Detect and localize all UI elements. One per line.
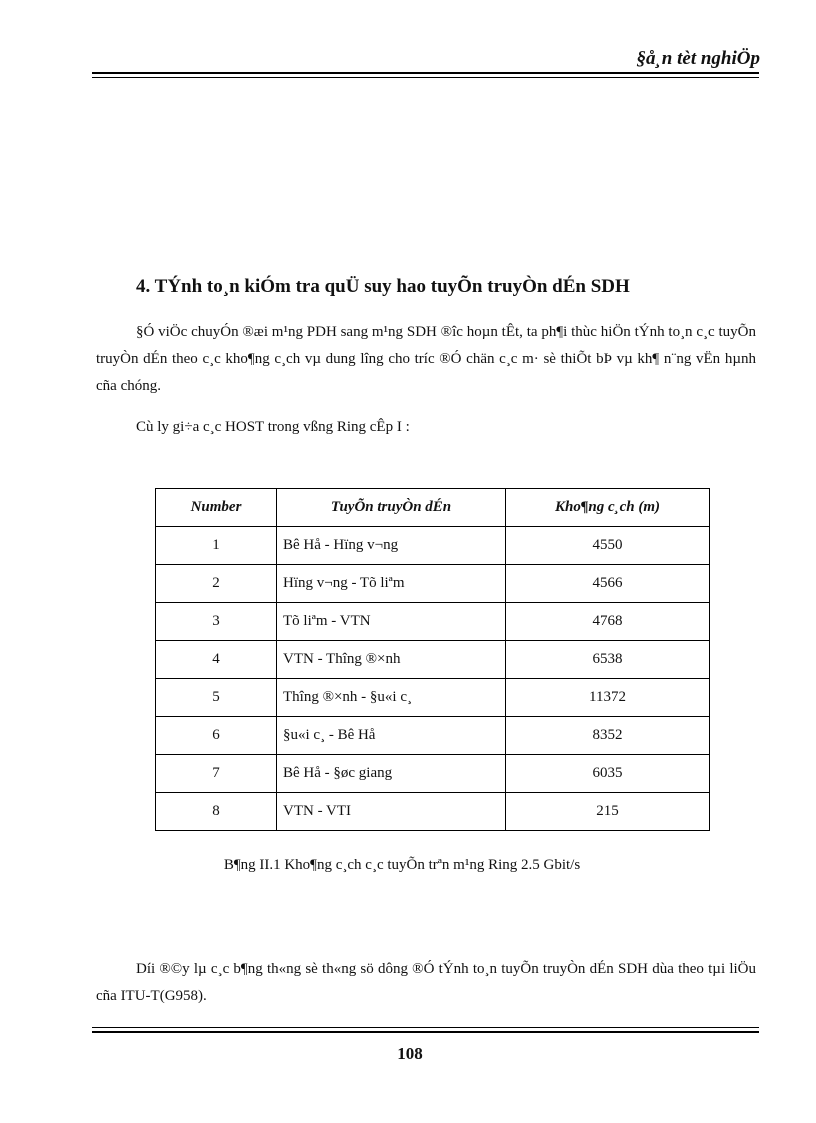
cell-route: VTN - Thîng ®×nh [277,641,506,679]
section-heading: 4. TÝnh to¸n kiÓm tra quÜ suy hao tuyÕn truyÒn dÉn SDH [136,276,630,297]
header-rule-thin [92,77,759,78]
table-header-row [156,489,710,527]
table-row [156,565,710,603]
cell-number: 8 [156,793,277,831]
cell-number: 5 [156,679,277,717]
table-caption: B¶ng II.1 Kho¶ng c¸ch c¸c tuyÕn trªn m¹ng Ring 2.5 Gbit/s [223,857,581,873]
header-distance: Kho¶ng c¸ch (m) [506,489,710,527]
cell-route: Thîng ®×nh - §u«i c¸ [277,679,506,717]
table-row [156,641,710,679]
cell-route: Hïng v¬ng - Tõ liªm [277,565,506,603]
cell-distance: 8352 [506,717,710,755]
itu-paragraph: Díi ®©y lµ c¸c b¶ng th«ng sè th«ng sö dông ®Ó tÝnh to¸n tuyÕn truyÒn dÉn SDH dùa theo tµi liÖu cña ITU-T(G958). [96,961,756,1004]
cell-number: 1 [156,527,277,565]
header-rule-thick [92,72,759,74]
table-row [156,679,710,717]
cell-route: §u«i c¸ - Bê Hå [277,717,506,755]
cell-route: Tõ liªm - VTN [277,603,506,641]
intro-paragraph: §Ó viÖc chuyÓn ®æi m¹ng PDH sang m¹ng SDH ®îc hoµn tÊt, ta ph¶i thùc hiÖn tÝnh to¸n c¸c tuyÕn truyÒn dÉn theo c¸c kho¶ng c¸ch vµ dung lîng cho tríc ®Ó chän c¸c m· sè thiÕt bÞ vµ kh¶ n¨ng vËn hµnh cña chóng. [96,324,756,394]
cell-number: 2 [156,565,277,603]
table-row [156,717,710,755]
host-distance-paragraph: Cù ly gi÷a c¸c HOST trong vßng Ring cÊp I : [136,419,410,435]
header-title: §å¸n tèt nghiÖp [636,48,760,69]
table-row [156,793,710,831]
cell-distance: 6035 [506,755,710,793]
table-row [156,603,710,641]
distance-table [155,488,710,831]
footer-rule-thin [92,1027,759,1028]
cell-number: 7 [156,755,277,793]
cell-distance: 4768 [506,603,710,641]
cell-distance: 6538 [506,641,710,679]
footer-rule-thick [92,1031,759,1033]
cell-route: VTN - VTI [277,793,506,831]
header-route: TuyÕn truyÒn dÉn [277,489,506,527]
cell-distance: 4566 [506,565,710,603]
cell-route: Bê Hå - Hïng v¬ng [277,527,506,565]
cell-route: Bê Hå - §øc giang [277,755,506,793]
table-row [156,755,710,793]
cell-distance: 215 [506,793,710,831]
page-number: 108 [397,1044,423,1063]
header-number: Number [156,489,277,527]
cell-number: 6 [156,717,277,755]
table-row [156,527,710,565]
cell-distance: 4550 [506,527,710,565]
cell-number: 3 [156,603,277,641]
cell-distance: 11372 [506,679,710,717]
cell-number: 4 [156,641,277,679]
